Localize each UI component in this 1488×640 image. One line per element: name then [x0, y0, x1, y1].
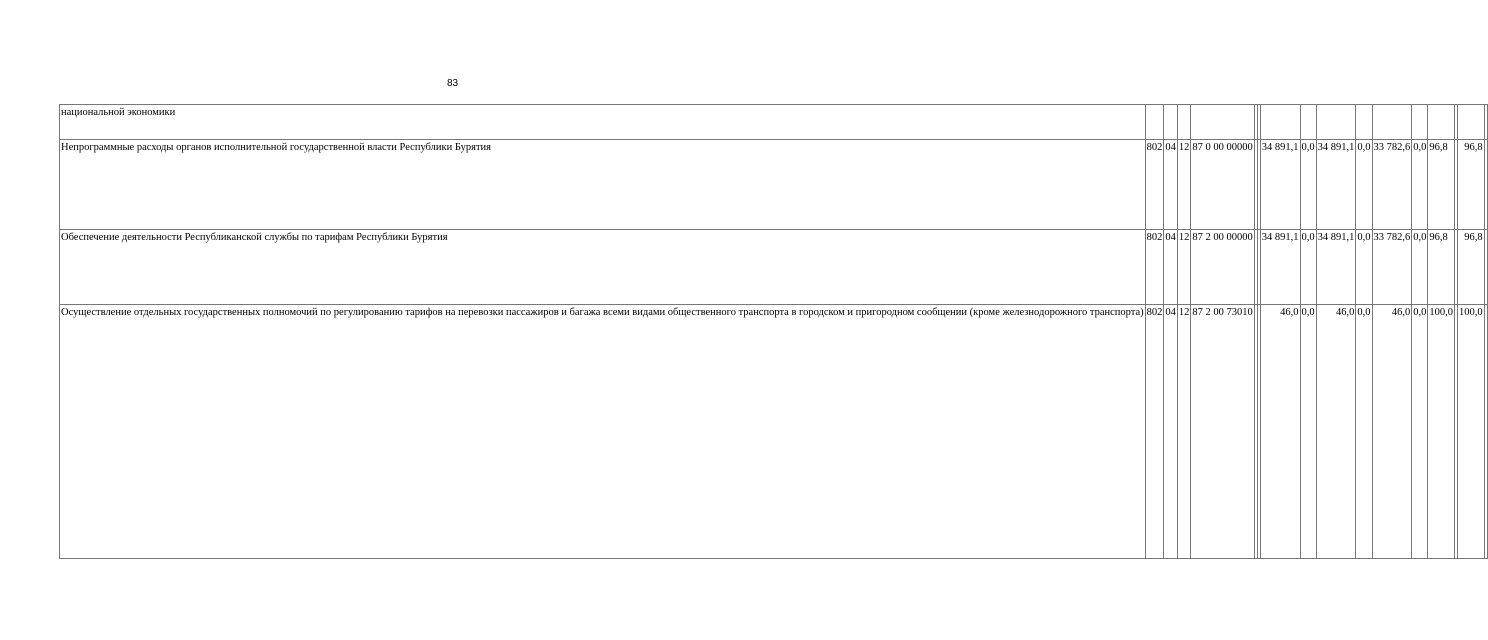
percent-cell: 96,8 [1458, 230, 1485, 305]
percent-cell: 100,0 [1458, 305, 1485, 559]
row-name: Осуществление отдельных государственных полномочий по регулированию тарифов на перевозки пассажиров и багажа всеми видами общественного транспорта в городском и пригородном сообщении (кроме железнодорожного транспорта) [60, 305, 1146, 559]
subsection-code: 12 [1177, 305, 1191, 559]
value-cell: 33 782,6 [1372, 140, 1412, 230]
value-cell: 0,0 [1300, 305, 1316, 559]
row-name: Непрограммные расходы органов исполнительной государственной власти Республики Бурятия [60, 140, 1146, 230]
percent-cell [1428, 105, 1455, 140]
percent-cell [1458, 105, 1485, 140]
percent-cell: 100,0 [1428, 305, 1455, 559]
value-cell [1372, 105, 1412, 140]
page-number: 83 [446, 78, 459, 89]
grbs-code [1145, 105, 1164, 140]
value-cell: 0,0 [1412, 230, 1428, 305]
section-code [1164, 105, 1178, 140]
grbs-code: 802 [1145, 140, 1164, 230]
value-cell: 34 891,1 [1260, 140, 1300, 230]
section-code: 04 [1164, 230, 1178, 305]
section-code: 04 [1164, 305, 1178, 559]
row-name: Обеспечение деятельности Республиканской службы по тарифам Республики Бурятия [60, 230, 1146, 305]
value-cell: 0,0 [1300, 230, 1316, 305]
value-cell: 0,0 [1300, 140, 1316, 230]
grbs-code: 802 [1145, 230, 1164, 305]
subsection-code [1177, 105, 1191, 140]
value-cell: 0,0 [1356, 305, 1372, 559]
value-cell: 46,0 [1260, 305, 1300, 559]
value-cell [1356, 105, 1372, 140]
table-row [60, 305, 1488, 559]
value-cell: 33 782,6 [1372, 230, 1412, 305]
table-row [60, 105, 1488, 140]
value-cell [1260, 105, 1300, 140]
target-article-code: 87 2 00 00000 [1191, 230, 1254, 305]
percent-cell [1484, 230, 1487, 305]
value-cell: 34 891,1 [1316, 230, 1356, 305]
percent-cell: 96,8 [1458, 140, 1485, 230]
value-cell: 34 891,1 [1260, 230, 1300, 305]
value-cell: 34 891,1 [1316, 140, 1356, 230]
value-cell: 0,0 [1412, 140, 1428, 230]
subsection-code: 12 [1177, 140, 1191, 230]
value-cell [1412, 105, 1428, 140]
value-cell [1316, 105, 1356, 140]
target-article-code [1191, 105, 1254, 140]
percent-cell [1484, 140, 1487, 230]
value-cell: 0,0 [1356, 140, 1372, 230]
value-cell: 0,0 [1412, 305, 1428, 559]
section-code: 04 [1164, 140, 1178, 230]
percent-cell [1484, 105, 1487, 140]
target-article-code: 87 2 00 73010 [1191, 305, 1254, 559]
target-article-code: 87 0 00 00000 [1191, 140, 1254, 230]
grbs-code: 802 [1145, 305, 1164, 559]
row-name: национальной экономики [60, 105, 1146, 140]
subsection-code: 12 [1177, 230, 1191, 305]
value-cell: 46,0 [1372, 305, 1412, 559]
percent-cell: 96,8 [1428, 230, 1455, 305]
value-cell: 46,0 [1316, 305, 1356, 559]
budget-table [59, 104, 1488, 559]
value-cell [1300, 105, 1316, 140]
table-row [60, 140, 1488, 230]
percent-cell [1484, 305, 1487, 559]
percent-cell: 96,8 [1428, 140, 1455, 230]
table-row [60, 230, 1488, 305]
value-cell: 0,0 [1356, 230, 1372, 305]
